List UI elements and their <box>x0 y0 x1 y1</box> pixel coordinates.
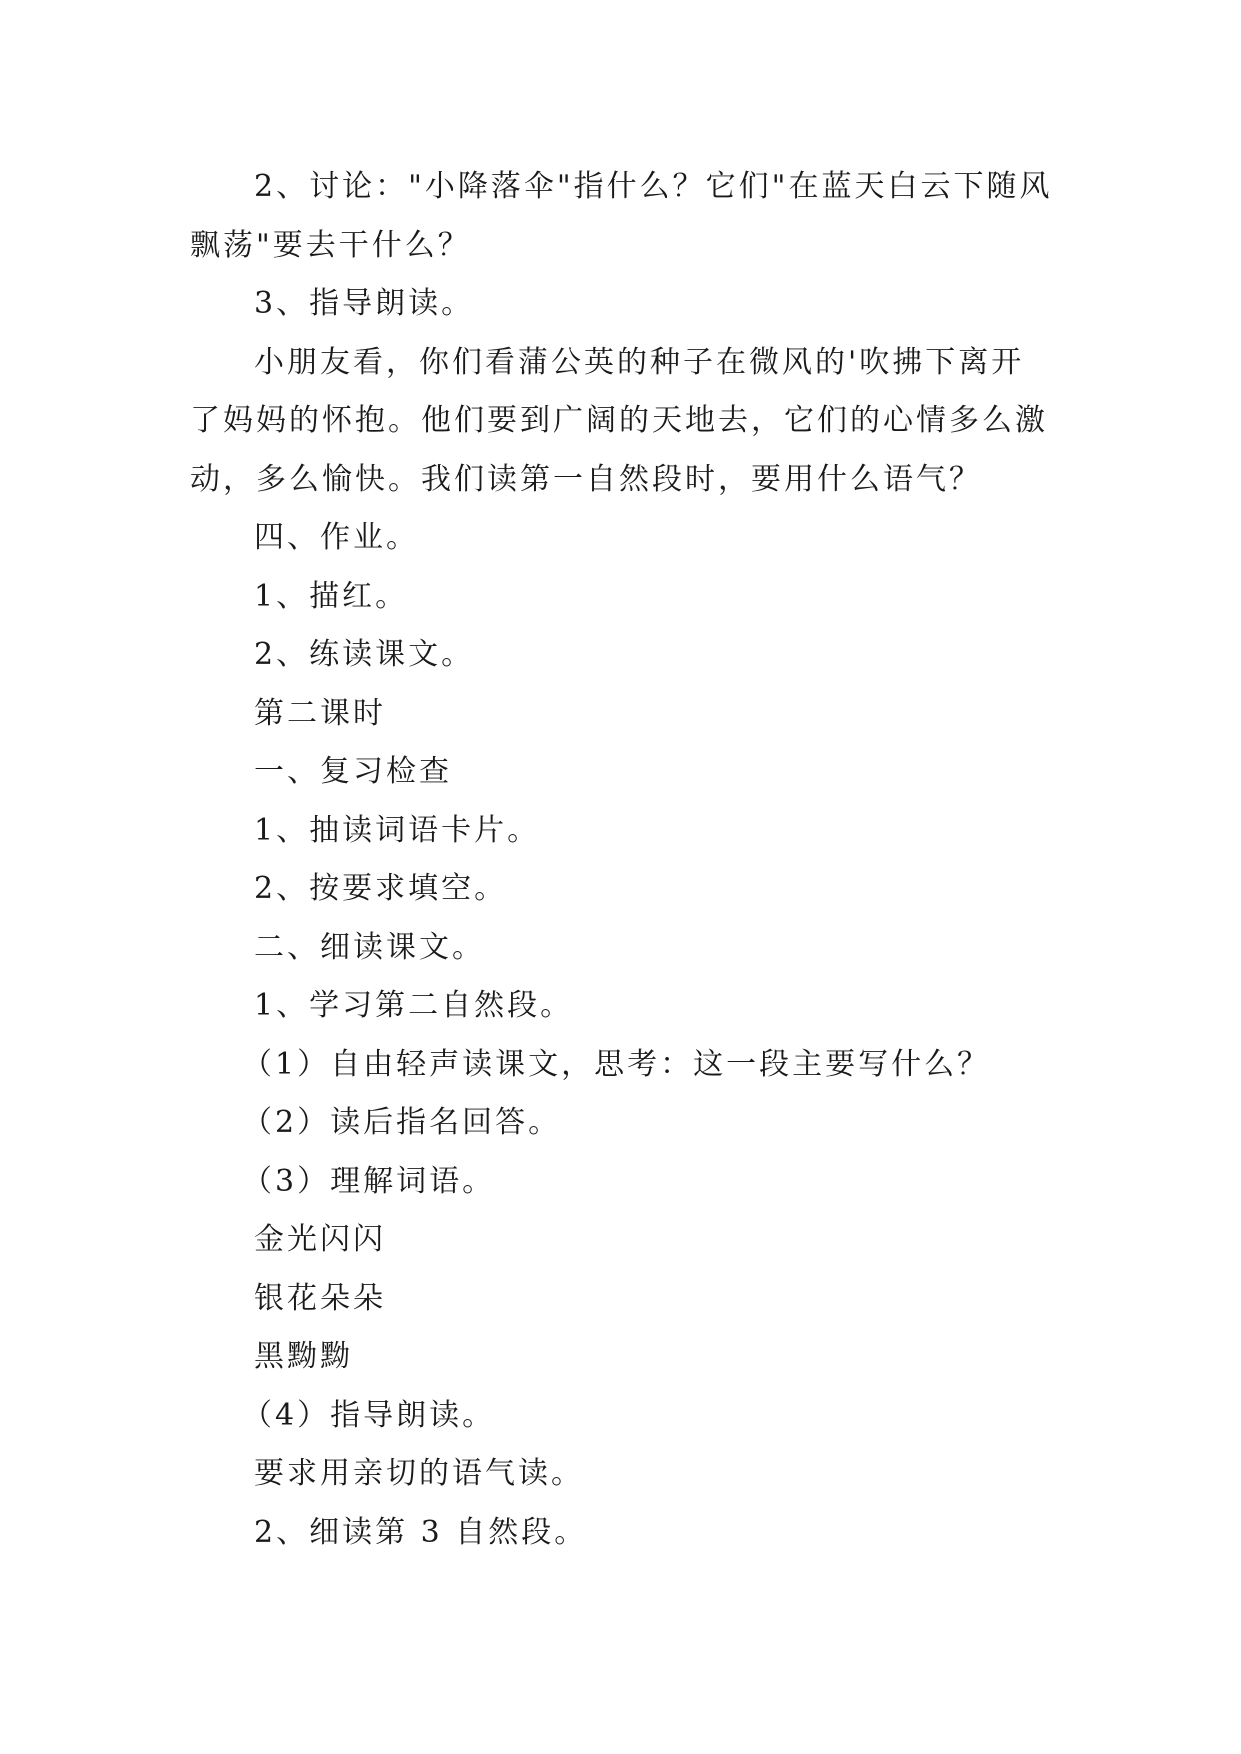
paragraph-line: （3）理解词语。 <box>242 1163 496 1199</box>
paragraph-line: 2、讨论："小降落伞"指什么？它们"在蓝天白云下随风 <box>254 169 1053 204</box>
paragraph-line: （2）读后指名回答。 <box>242 1105 562 1140</box>
document-body <box>190 158 1053 1562</box>
lesson-heading: 第二课时 <box>254 695 386 731</box>
paragraph-line: 动，多么愉快。我们读第一自然段时，要用什么语气？ <box>190 461 982 497</box>
paragraph-line: 2、细读第 3 自然段。 <box>254 1514 588 1550</box>
paragraph-line: 2、练读课文。 <box>254 637 475 672</box>
paragraph-line: 要求用亲切的语气读。 <box>254 1456 584 1491</box>
paragraph-line: 1、学习第二自然段。 <box>254 988 574 1023</box>
section-heading: 一、复习检查 <box>254 754 452 789</box>
vocabulary-item: 黑黝黝 <box>254 1339 353 1374</box>
paragraph-line: 了妈妈的怀抱。他们要到广阔的天地去，它们的心情多么激 <box>190 403 1048 438</box>
paragraph-line: （4）指导朗读。 <box>242 1397 496 1433</box>
paragraph-line: 3、指导朗读。 <box>254 286 475 321</box>
section-heading: 二、细读课文。 <box>254 929 485 965</box>
paragraph-line: 1、描红。 <box>254 578 409 614</box>
vocabulary-item: 银花朵朵 <box>254 1280 386 1316</box>
paragraph-line: 飘荡"要去干什么？ <box>190 227 471 263</box>
vocabulary-item: 金光闪闪 <box>254 1222 386 1257</box>
paragraph-line: （1）自由轻声读课文，思考：这一段主要写什么？ <box>242 1046 991 1082</box>
paragraph-line: 1、抽读词语卡片。 <box>254 812 541 848</box>
paragraph-line: 2、按要求填空。 <box>254 871 508 906</box>
paragraph-line: 小朋友看，你们看蒲公英的种子在微风的'吹拂下离开 <box>254 344 1025 380</box>
section-heading: 四、作业。 <box>254 520 419 555</box>
